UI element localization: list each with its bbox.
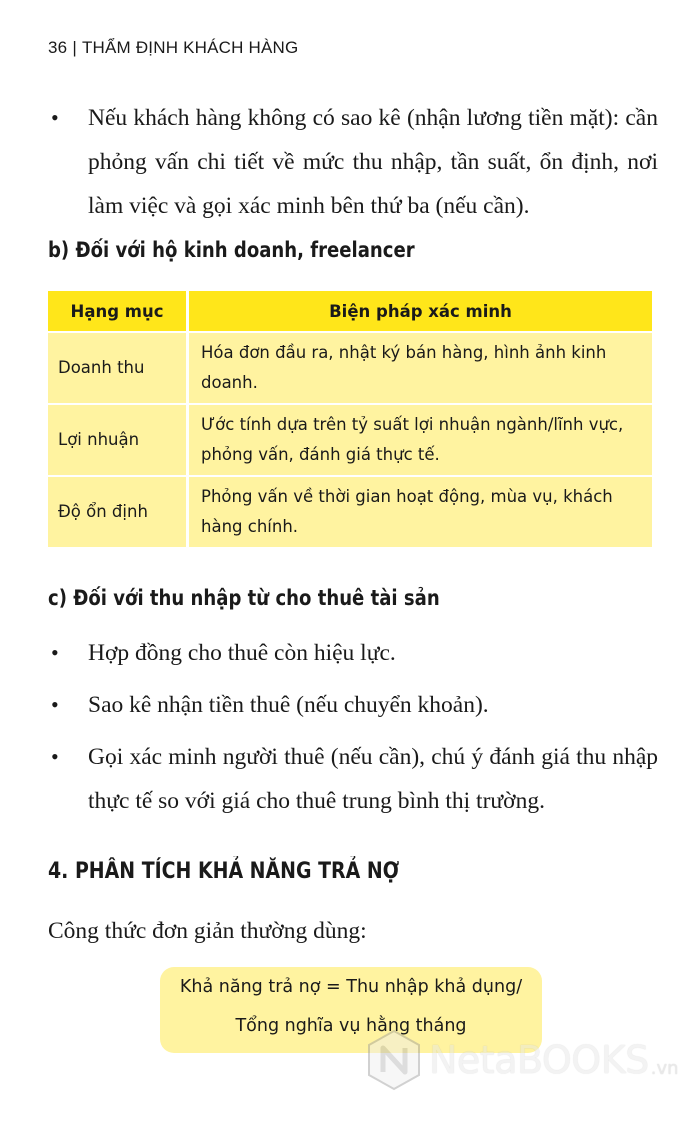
bullet-icon: • [51,692,59,717]
section-b-heading: b) Đối với hộ kinh doanh, freelancer [48,238,415,262]
chapter-title: THẨM ĐỊNH KHÁCH HÀNG [81,38,299,57]
section-a-bullet-list [48,96,658,228]
list-item [48,683,658,727]
header-separator: | [72,38,77,57]
page-number: 36 [48,38,68,57]
section-4-heading: 4. PHÂN TÍCH KHẢ NĂNG TRẢ NỢ [48,859,400,884]
table-header-row [48,291,652,333]
column-header-measure: Biện pháp xác minh [189,291,652,333]
bullet-icon: • [51,105,59,130]
bullet-text: Hợp đồng cho thuê còn hiệu lực. [88,640,396,666]
formula-intro-text: Công thức đơn giản thường dùng: [48,918,367,944]
section-c-bullet-list [48,631,658,831]
bullet-icon: • [51,640,59,665]
table-cell-category: Độ ổn định [48,477,189,549]
table-cell-measure: Phỏng vấn về thời gian hoạt động, mùa vụ, khách hàng chính. [189,477,652,549]
netabooks-logo-icon [365,1028,423,1092]
table-cell-measure: Ước tính dựa trên tỷ suất lợi nhuận ngành/lĩnh vực, phỏng vấn, đánh giá thực tế. [189,405,652,477]
watermark-brand: NetaBOOKS [429,1038,649,1082]
table-row [48,477,652,549]
bullet-text: Nếu khách hàng không có sao kê (nhận lương tiền mặt): cần phỏng vấn chi tiết về mức thu nhập, tần suất, ổn định, nơi làm việc và gọi xác minh bên thứ ba (nếu cần). [88,105,658,219]
verification-table [48,291,652,549]
list-item [48,735,658,823]
table-row [48,405,652,477]
watermark-suffix: .vn [650,1058,679,1079]
bullet-icon: • [51,744,59,769]
watermark [365,1025,679,1095]
table-cell-measure: Hóa đơn đầu ra, nhật ký bán hàng, hình ảnh kinh doanh. [189,333,652,405]
formula-line-2: Tổng nghĩa vụ hằng tháng [235,1016,467,1036]
table-cell-category: Doanh thu [48,333,189,405]
table-row [48,333,652,405]
table-cell-category: Lợi nhuận [48,405,189,477]
running-header [48,38,298,58]
list-item [48,96,658,228]
list-item [48,631,658,675]
column-header-category: Hạng mục [48,291,189,333]
bullet-text: Gọi xác minh người thuê (nếu cần), chú ý đánh giá thu nhập thực tế so với giá cho thuê trung bình thị trường. [88,744,658,814]
bullet-text: Sao kê nhận tiền thuê (nếu chuyển khoản). [88,692,489,718]
section-c-heading: c) Đối với thu nhập từ cho thuê tài sản [48,586,440,610]
formula-line-1: Khả năng trả nợ = Thu nhập khả dụng/ [179,977,523,997]
